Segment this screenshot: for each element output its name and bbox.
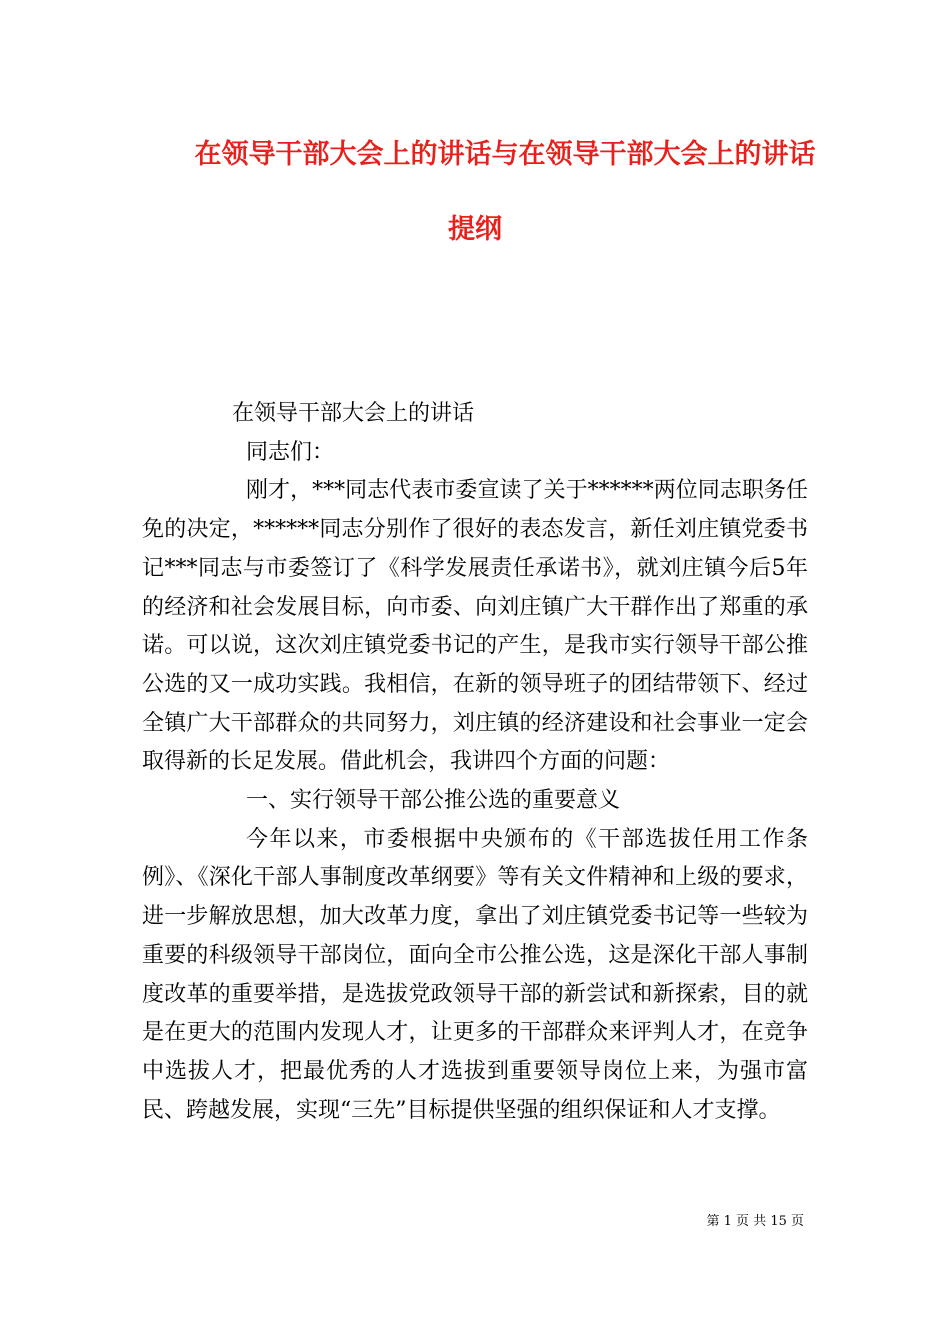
page-number: 第 1 页 共 15 页: [706, 1214, 804, 1229]
document-title-line-1: 在领导干部大会上的讲话与在领导干部大会上的讲话: [194, 139, 816, 170]
paragraph-2: 今年以来，市委根据中央颁布的《干部选拔任用工作条例》、《深化干部人事制度改革纲要》等有关文件精神和上级的要求，进一步解放思想，加大改革力度，拿出了刘庄镇党委书记等一些较为重要的科级领导干部岗位，面向全市公推公选，这是深化干部人事制度改革的重要举措，是选拔党政领导干部的新尝试和新探索，目的就是在更大的范围内发现人才，让更多的干部群众来评判人才，在竞争中选拔人才，把最优秀的人才选拔到重要领导岗位上来，为强市富民、跨越发展，实现“三先”目标提供坚强的组织保证和人才支撑。: [142, 826, 808, 1123]
document-body: [142, 395, 808, 1130]
document-title-line-2: 提纲: [448, 214, 502, 245]
greeting: 同志们：: [246, 439, 335, 465]
speech-heading: 在领导干部大会上的讲话: [232, 401, 475, 426]
paragraph-1: 刚才，***同志代表市委宣读了关于******两位同志职务任免的决定，******同志分别作了很好的表态发言，新任刘庄镇党委书记***同志与市委签订了《科学发展责任承诺书》，就刘庄镇今后5年的经济和社会发展目标，向市委、向刘庄镇广大干群作出了郑重的承诺。可以说，这次刘庄镇党委书记的产生，是我市实行领导干部公推公选的又一成功实践。我相信，在新的领导班子的团结带领下、经过全镇广大干部群众的共同努力，刘庄镇的经济建设和社会事业一定会取得新的长足发展。借此机会，我讲四个方面的问题：: [142, 478, 808, 775]
section-1-title: 一、实行领导干部公推公选的重要意义: [246, 788, 621, 814]
